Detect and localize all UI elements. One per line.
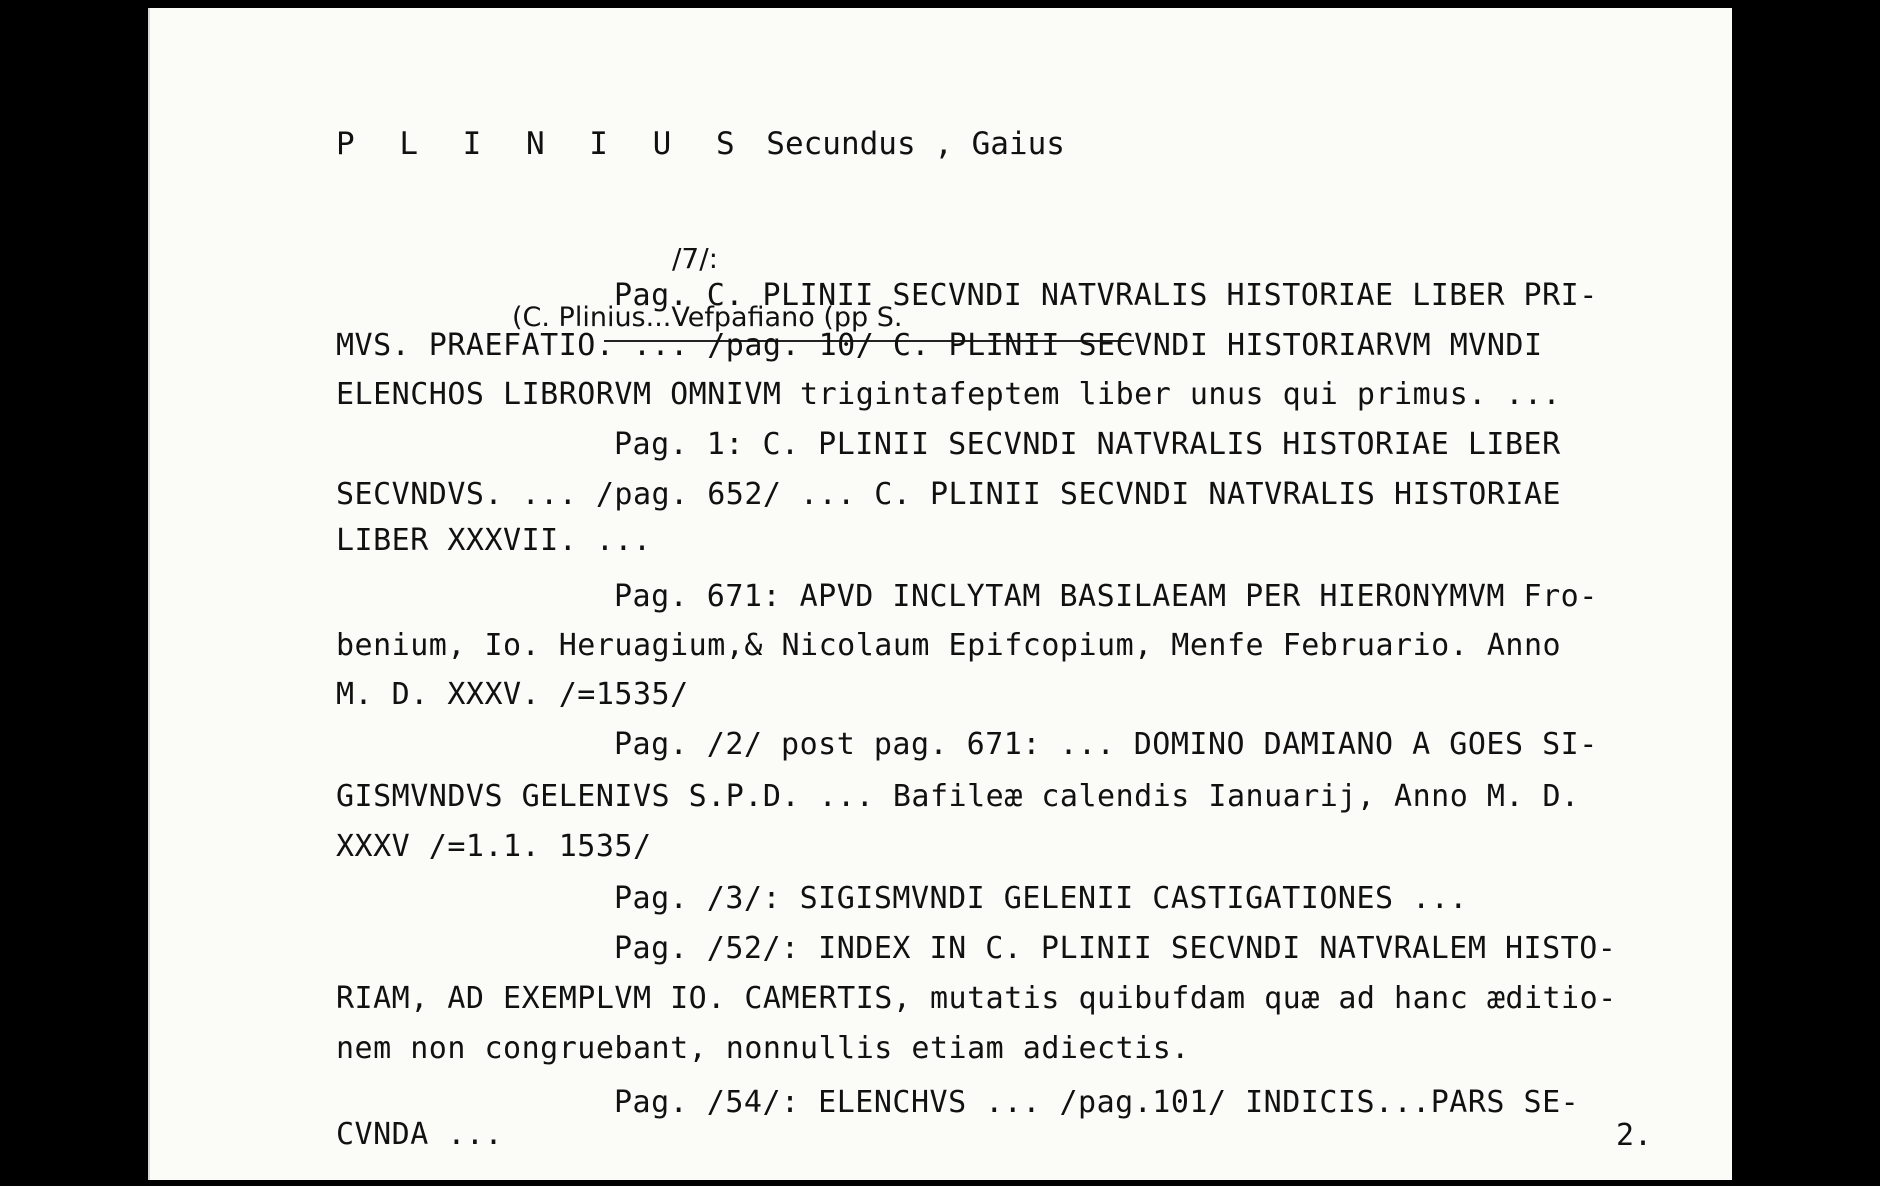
handwritten-author-insert: (C. Plinius...Vefpafiano (pp S.	[512, 302, 903, 333]
text-line-15: RIAM, AD EXEMPLVM IO. CAMERTIS, mutatis quibufdam quæ ad hanc æditio-	[336, 981, 1617, 1016]
text-line-7: Pag. 671: APVD INCLYTAM BASILAEAM PER HIERONYMVM Fro-	[614, 579, 1598, 614]
author-surname: P L I N I U S	[336, 126, 748, 162]
text-line-5: SECVNDVS. ... /pag. 652/ ... C. PLINII SECVNDI NATVRALIS HISTORIAE	[336, 477, 1562, 512]
author-forenames: Secundus , Gaius	[747, 126, 1065, 162]
page-number: 2.	[1616, 1118, 1653, 1153]
text-line-1: Pag. C. PLINII SECVNDI NATVRALIS HISTORIAE LIBER PRI-	[614, 278, 1598, 313]
text-line-8: benium, Io. Heruagium,& Nicolaum Epifcopium, Menfe Februario. Anno	[336, 628, 1562, 663]
text-line-3: ELENCHOS LIBRORVM OMNIVM trigintafeptem liber unus qui primus. ...	[336, 377, 1562, 412]
text-line-2: MVS. PRAEFATIO. ... /pag. 10/ C. PLINII SECVNDI HISTORIARVM MVNDI	[336, 328, 1543, 363]
text-line-10: Pag. /2/ post pag. 671: ... DOMINO DAMIANO A GOES SI-	[614, 727, 1598, 762]
text-line-16: nem non congruebant, nonnullis etiam adiectis.	[336, 1031, 1190, 1066]
handwritten-page-insert: /7/:	[672, 242, 719, 275]
text-line-4: Pag. 1: C. PLINII SECVNDI NATVRALIS HISTORIAE LIBER	[614, 427, 1561, 462]
text-line-6: LIBER XXXVII. ...	[336, 523, 652, 558]
text-line-12: XXXV /=1.1. 1535/	[336, 829, 652, 864]
card-heading	[336, 126, 1065, 162]
text-line-13: Pag. /3/: SIGISMVNDI GELENII CASTIGATIONES ...	[614, 881, 1468, 916]
text-line-11: GISMVNDVS GELENIVS S.P.D. ... Bafileæ calendis Ianuarij, Anno M. D.	[336, 779, 1580, 814]
text-line-17: Pag. /54/: ELENCHVS ... /pag.101/ INDICIS...PARS SE-	[614, 1085, 1580, 1120]
text-line-14: Pag. /52/: INDEX IN C. PLINII SECVNDI NATVRALEM HISTO-	[614, 931, 1617, 966]
text-line-18: CVNDA ...	[336, 1117, 504, 1152]
text-line-9: M. D. XXXV. /=1535/	[336, 677, 689, 712]
